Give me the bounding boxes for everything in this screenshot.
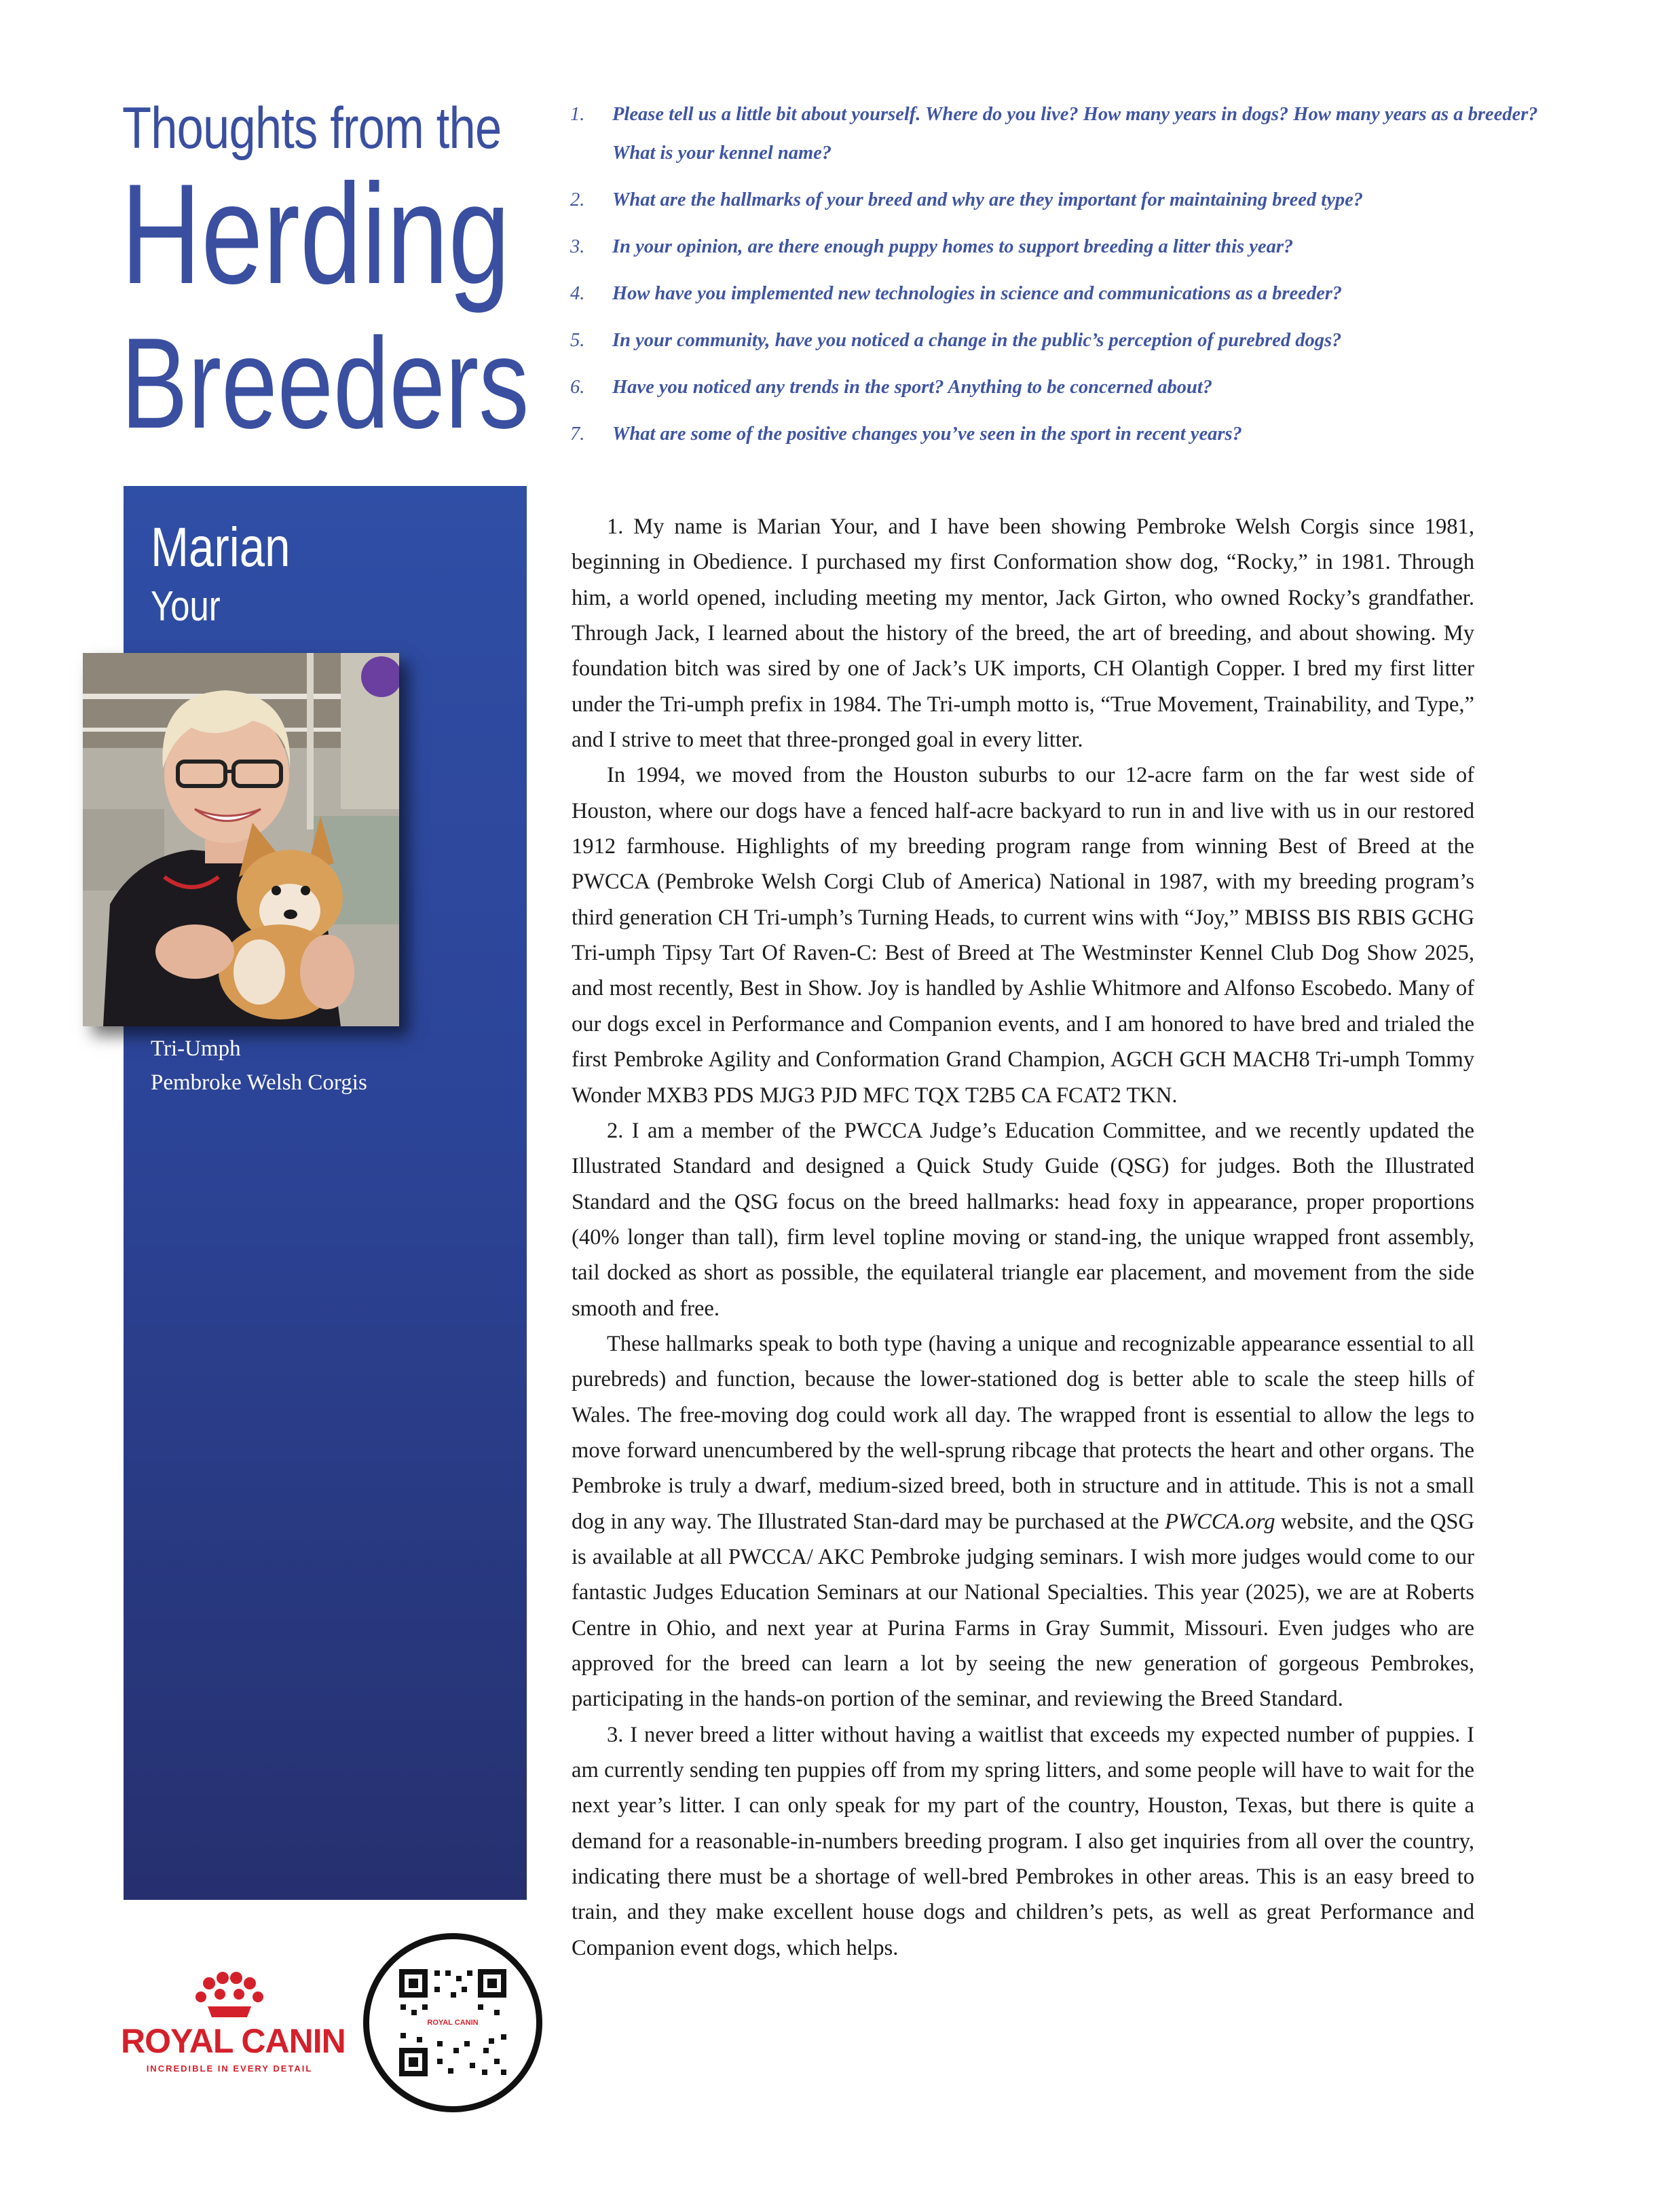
question-item <box>570 227 1561 266</box>
title-breeders: Breeders <box>121 312 529 455</box>
question-number: 1. <box>570 104 585 125</box>
answer-paragraph: 2. I am a member of the PWCCA Judge’s Education Committee, and we recently updated the Illustrated Standard and designed a Quick Study Guide (QSG) for judges. Both the Illustrated Standard and the QSG focus on the breed hallmarks: head foxy in appearance, proper proportions (40% longer than tall), firm level topline moving or stand-ing, the unique wrapped front assembly, tail docked as short as possible, the equilateral triangle ear placement, and movement from the side smooth and free. <box>572 1118 1474 1321</box>
question-text: In your community, have you noticed a change in the public’s perception of purebred dogs? <box>612 330 1342 351</box>
brand-name: ROYAL CANIN <box>121 2022 346 2060</box>
question-number: 6. <box>570 377 585 398</box>
title-herding: Herding <box>121 154 510 314</box>
question-text: What are the hallmarks of your breed and why are they important for maintaining breed type? <box>612 189 1364 210</box>
question-text: How have you implemented new technologies in science and communications as a breeder? <box>612 283 1343 304</box>
question-number: 3. <box>570 236 585 257</box>
question-list <box>570 95 1561 462</box>
question-item <box>570 368 1561 407</box>
question-item <box>570 181 1561 219</box>
question-item <box>570 95 1561 172</box>
answer-paragraph: 1. My name is Marian Your, and I have been showing Pembroke Welsh Corgis since 1981, beginning in Obedience. I purchased my first Conformation show dog, “Rocky,” in 1981. Through him, a world opened, including meeting my mentor, Jack Girton, who owned Rocky’s grandfather. Through Jack, I learned about the history of the breed, the art of breeding, and about showing. My foundation bitch was sired by one of Jack’s UK imports, CH Olantigh Copper. I bred my first litter under the Tri-umph prefix in 1984. The Tri-umph motto is, “True Movement, Trainability, and Type,” and I strive to meet that three-pronged goal in every litter. <box>572 514 1474 753</box>
question-text: Have you noticed any trends in the sport? Anything to be concerned about? <box>612 377 1213 398</box>
answer-paragraph <box>572 1326 1474 1717</box>
answer-paragraph: 3. I never breed a litter without having a waitlist that exceeds my expected number of puppies. I am currently sending ten puppies off from my spring litters, and some people will have to wait for the next year’s litter. I can only speak for my part of the country, Houston, Texas, but there is quite a demand for a reasonable-in-numbers breeding program. I also get inquiries from all over the country, indicating there must be a shortage of well-bred Pembrokes in other areas. This is an easy breed to train, and they make excellent house dogs and children’s pets, as well as great Performance and Companion event dogs, which helps. <box>572 1722 1474 1960</box>
kennel-caption <box>151 1032 504 1100</box>
royal-canin-logo <box>121 1968 346 2084</box>
question-text: What are some of the positive changes you’ve seen in the sport in recent years? <box>612 424 1242 445</box>
brand-tagline: INCREDIBLE IN EVERY DETAIL <box>146 2063 313 2074</box>
answer-paragraph: In 1994, we moved from the Houston suburbs to our 12-acre farm on the far west side of Houston, where our dogs have a fenced half-acre backyard to run in and live with us in our restored 1912 farmhouse. Highlights of my breeding program range from winning Best of Breed at the PWCCA (Pembroke Welsh Corgi Club of America) National in 1987, with my breeding program’s third generation CH Tri-umph’s Turning Heads, to current wins with “Joy,” MBISS BIS RBIS GCHG Tri-umph Tipsy Tart Of Raven-C: Best of Breed at The Westminster Kennel Club Dog Show 2025, and most recently, Best in Show. Joy is handled by Ashlie Whitmore and Alfonso Escobedo. Many of our dogs excel in Performance and Companion events, and I am honored to have bred and trialed the first Pembroke Agility and Conformation Grand Champion, AGCH GCH MACH8 Tri-umph Tommy Wonder MXB3 PDS MJG3 PJD MFC TQX T2B5 CA FCAT2 TKN. <box>572 763 1474 1108</box>
kennel-name: Tri-Umph <box>151 1036 241 1061</box>
question-text: Please tell us a little bit about yourself. Where do you live? How many years in dogs? How many years as a breeder? What is your kennel name? <box>612 104 1538 164</box>
crown-icon <box>121 1968 338 2023</box>
question-item <box>570 415 1561 453</box>
qr-brand-badge: ROYAL CANIN <box>417 2014 489 2032</box>
paragraph-text: website, and the QSG is available at all PWCCA/ AKC Pembroke judging seminars. I wish more judges would come to our fantastic Judges Education Seminars at our National Specialties. This year (2025), we are at Roberts Centre in Ohio, and next year at Purina Farms in Gray Summit, Missouri. Even judges who are approved for the breed can learn a lot by seeing the new generation of gorgeous Pembrokes, participating in the hands-on portion of the seminar, and reviewing the Breed Standard. <box>572 1509 1474 1712</box>
article-body <box>572 509 1474 1966</box>
breeder-with-corgi-image <box>83 653 399 1026</box>
question-number: 7. <box>570 424 585 445</box>
question-text: In your opinion, are there enough puppy homes to support breeding a litter this year? <box>612 236 1294 257</box>
title-line-1: Thoughts from the <box>122 96 502 161</box>
breeder-last-name: Your <box>151 583 221 630</box>
website-link: PWCCA.org <box>1164 1509 1275 1534</box>
question-item <box>570 321 1561 360</box>
question-number: 4. <box>570 283 585 304</box>
question-item <box>570 274 1561 313</box>
paragraph-text: These hallmarks speak to both type (having a unique and recognizable appearance essential to all purebreds) and function, because the lower-stationed dog is better able to scale the steep hills of Wales. The free-moving dog could work all day. The wrapped front is essential to allow the legs to move forward unencumbered by the well-sprung ribcage that protects the heart and other organs. The Pembroke is truly a dwarf, medium-sized breed, both in structure and in attitude. This is not a small dog in any way. The Illustrated Stan-dard may be purchased at the <box>572 1331 1474 1534</box>
qr-code[interactable] <box>363 1933 542 2112</box>
question-number: 2. <box>570 189 585 210</box>
breeder-photo <box>83 653 399 1026</box>
kennel-breed: Pembroke Welsh Corgis <box>151 1070 367 1095</box>
question-number: 5. <box>570 330 585 351</box>
breeder-first-name: Marian <box>151 517 291 578</box>
